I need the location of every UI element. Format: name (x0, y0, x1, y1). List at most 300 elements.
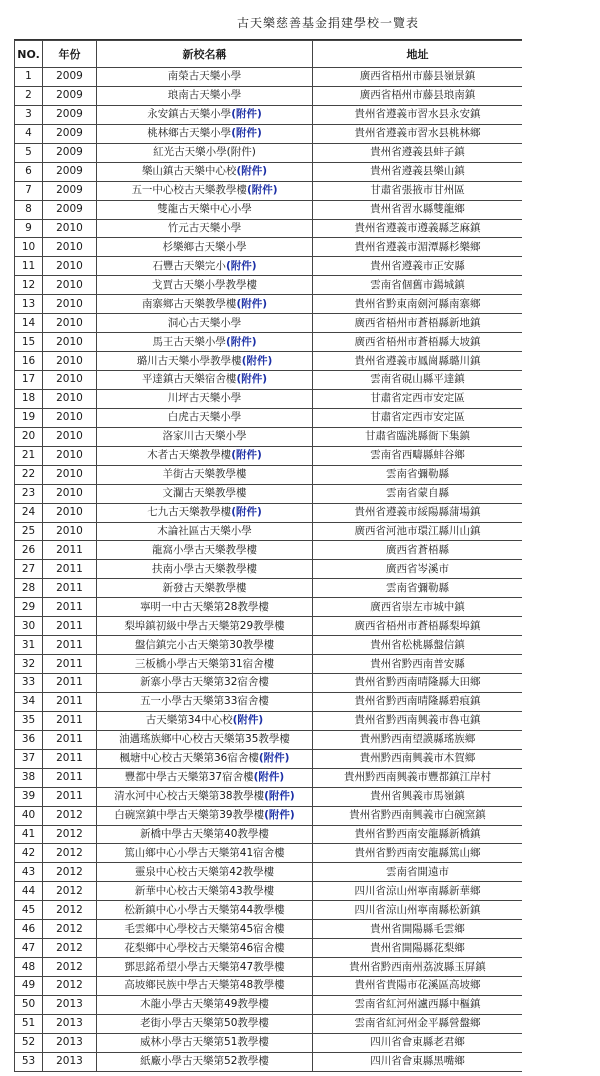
cell-year-text: 2010 (56, 297, 83, 310)
cell-year-text: 2009 (56, 89, 83, 102)
cell-name-text: 七九古天樂教學樓 (147, 506, 232, 519)
cell-year (43, 333, 97, 352)
cell-name-text: 竹元古天樂小學 (167, 221, 242, 234)
cell-name-text: 楓塘中心校古天樂第36宿舍樓 (119, 752, 259, 765)
cell-name (97, 655, 313, 674)
cell-no-text: 41 (21, 827, 36, 840)
cell-year-text: 2011 (56, 676, 83, 689)
cell-name-text: 石豐古天樂完小 (152, 259, 226, 272)
cell-name-text: 鄧思銘希望小學古天樂第47教學樓 (124, 960, 285, 973)
cell-no (15, 711, 43, 730)
cell-year-text: 2010 (56, 240, 83, 253)
cell-name (97, 617, 313, 636)
cell-no-text: 10 (21, 240, 36, 253)
cell-year (43, 446, 97, 465)
cell-address (313, 787, 523, 806)
cell-name-text: 平達鎮古天樂宿舍樓 (141, 373, 237, 386)
cell-year (43, 200, 97, 219)
cell-name-text: 新發古天樂教學樓 (162, 581, 247, 594)
cell-year-text: 2011 (56, 657, 83, 670)
attachment-link[interactable]: (附件) (246, 184, 278, 197)
cell-year-text: 2011 (56, 714, 83, 727)
cell-no (15, 560, 43, 579)
cell-year-text: 2012 (56, 827, 83, 840)
header-no: NO. (15, 41, 43, 68)
table-row (15, 522, 523, 541)
header-year: 年份 (43, 41, 97, 68)
cell-name-text: 南榮古天樂小學 (167, 70, 242, 83)
cell-name-text: 紅光古天樂小學(附件) (153, 146, 256, 159)
cell-name-text: 白碗窯鎮中學古天樂第39教學樓 (114, 809, 265, 822)
cell-name (97, 522, 313, 541)
cell-address (313, 882, 523, 901)
cell-no-text: 16 (21, 354, 36, 367)
cell-no-text: 47 (21, 941, 36, 954)
cell-year-text: 2012 (56, 846, 83, 859)
cell-name (97, 446, 313, 465)
cell-year-text: 2009 (56, 203, 83, 216)
cell-no (15, 920, 43, 939)
table-row (15, 446, 523, 465)
cell-no (15, 598, 43, 617)
cell-address-text: 貴州省遵義市正安縣 (370, 259, 465, 272)
cell-year (43, 314, 97, 333)
cell-year-text: 2011 (56, 733, 83, 746)
cell-name-text: 油邁瑤族鄉中心校古天樂第35教學樓 (119, 733, 290, 746)
cell-name (97, 105, 313, 124)
cell-address-text: 貴州省開陽縣毛雲鄉 (370, 922, 465, 935)
cell-year (43, 257, 97, 276)
cell-address-text: 雲南省開遠市 (386, 865, 449, 878)
cell-no (15, 86, 43, 105)
cell-name (97, 768, 313, 787)
cell-name (97, 598, 313, 617)
header-address: 地址 (313, 41, 523, 68)
cell-name (97, 958, 313, 977)
cell-address-text: 廣西省梧州市蒼梧縣梨埠鎮 (354, 619, 481, 632)
cell-year-text: 2011 (56, 581, 83, 594)
cell-name (97, 465, 313, 484)
cell-year-text: 2010 (56, 430, 83, 443)
cell-year-text: 2013 (56, 1036, 83, 1049)
cell-year (43, 882, 97, 901)
cell-address (313, 389, 523, 408)
cell-name-text: 紙廠小學古天樂第52教學樓 (140, 1055, 269, 1068)
cell-name-text: 杉樂鄉古天樂小學 (162, 240, 247, 253)
table-row (15, 939, 523, 958)
cell-year (43, 730, 97, 749)
cell-no (15, 352, 43, 371)
cell-year (43, 655, 97, 674)
cell-year (43, 162, 97, 181)
header-row (15, 41, 523, 68)
cell-name (97, 314, 313, 333)
cell-no-text: 21 (21, 449, 36, 462)
cell-year-text: 2009 (56, 70, 83, 83)
cell-no-text: 43 (21, 865, 36, 878)
cell-address (313, 636, 523, 655)
cell-year-text: 2010 (56, 411, 83, 424)
cell-name (97, 995, 313, 1014)
cell-no (15, 749, 43, 768)
cell-no (15, 1014, 43, 1033)
cell-no-text: 2 (25, 89, 32, 102)
cell-name (97, 579, 313, 598)
cell-name-text: 洞心古天樂小學 (167, 316, 242, 329)
cell-no-text: 31 (21, 638, 36, 651)
cell-name-text: 新橋中學古天樂第40教學樓 (140, 827, 269, 840)
cell-address-text: 貴州省黔西南安龍縣篤山鄉 (354, 846, 481, 859)
cell-address-text: 貴州省興義市馬嶺鎮 (370, 790, 465, 803)
cell-address (313, 276, 523, 295)
cell-name-text: 梨埠鎮初級中學古天樂第29教學樓 (124, 619, 285, 632)
cell-name (97, 352, 313, 371)
cell-address (313, 465, 523, 484)
cell-address (313, 958, 523, 977)
cell-address-text: 貴州省遵義市遵義縣芝麻鎮 (354, 221, 481, 234)
cell-name (97, 257, 313, 276)
cell-name (97, 427, 313, 446)
cell-address (313, 105, 523, 124)
cell-address-text: 甘肅省定西市安定區 (370, 392, 465, 405)
cell-name (97, 1014, 313, 1033)
cell-year-text: 2010 (56, 487, 83, 500)
cell-year (43, 427, 97, 446)
cell-address (313, 1052, 523, 1071)
cell-year (43, 522, 97, 541)
table-row (15, 901, 523, 920)
cell-no-text: 14 (21, 316, 36, 329)
cell-name (97, 674, 313, 693)
table-row (15, 86, 523, 105)
cell-no (15, 844, 43, 863)
cell-year (43, 560, 97, 579)
table-row (15, 674, 523, 693)
cell-no-text: 18 (21, 392, 36, 405)
cell-no-text: 12 (21, 278, 36, 291)
cell-no-text: 46 (21, 922, 36, 935)
cell-no (15, 636, 43, 655)
cell-year-text: 2012 (56, 903, 83, 916)
table-row (15, 200, 523, 219)
attachment-link[interactable]: (附件) (225, 259, 257, 272)
cell-year-text: 2013 (56, 998, 83, 1011)
cell-no-text: 25 (21, 524, 36, 537)
cell-address (313, 1014, 523, 1033)
cell-year (43, 143, 97, 162)
school-list-sheet (14, 6, 522, 1072)
cell-year-text: 2010 (56, 316, 83, 329)
cell-address-text: 雲南省蒙自縣 (386, 487, 449, 500)
table-row (15, 352, 523, 371)
cell-name (97, 162, 313, 181)
table-row (15, 579, 523, 598)
cell-name (97, 920, 313, 939)
cell-year (43, 825, 97, 844)
cell-address (313, 598, 523, 617)
attachment-link[interactable]: (附件) (225, 335, 257, 348)
cell-no-text: 8 (25, 203, 32, 216)
cell-year (43, 617, 97, 636)
cell-name-text: 南寨鄉古天樂教學樓 (141, 297, 237, 310)
cell-name-text: 寧明一中古天樂第28教學樓 (140, 600, 269, 613)
cell-no-text: 15 (21, 335, 36, 348)
cell-address-text: 廣西省蒼梧縣 (386, 543, 449, 556)
cell-name-text: 琅南古天樂小學 (167, 89, 242, 102)
table-row (15, 314, 523, 333)
cell-address (313, 124, 523, 143)
cell-no (15, 68, 43, 87)
cell-year (43, 958, 97, 977)
cell-address (313, 219, 523, 238)
cell-year-text: 2012 (56, 809, 83, 822)
cell-no (15, 446, 43, 465)
cell-address-text: 貴州省遵義市湄潭縣杉樂鄉 (354, 240, 481, 253)
cell-address (313, 617, 523, 636)
table-row (15, 389, 523, 408)
cell-name-text: 古天樂第34中心校 (145, 714, 233, 727)
cell-address (313, 901, 523, 920)
cell-no-text: 37 (21, 752, 36, 765)
cell-address-text: 貴州省遵義市習水县永安鎮 (354, 108, 481, 121)
cell-address-text: 貴州省黔西南興義市魯屯鎮 (354, 714, 481, 727)
cell-year (43, 787, 97, 806)
cell-year-text: 2010 (56, 524, 83, 537)
cell-address (313, 333, 523, 352)
cell-address (313, 977, 523, 996)
cell-name-text: 扶南小學古天樂教學樓 (152, 562, 257, 575)
table-row (15, 371, 523, 390)
cell-address (313, 1033, 523, 1052)
attachment-link[interactable]: (附件) (236, 297, 268, 310)
cell-address-text: 貴州省遵義县蚌子鎮 (370, 146, 465, 159)
cell-name (97, 1052, 313, 1071)
cell-year (43, 124, 97, 143)
cell-name (97, 977, 313, 996)
attachment-link[interactable]: (附件) (258, 752, 290, 765)
cell-no-text: 22 (21, 468, 36, 481)
cell-no-text: 4 (25, 127, 32, 140)
attachment-link[interactable]: (附件) (232, 714, 264, 727)
cell-name-text: 高坡鄉民族中學古天樂第48教學樓 (124, 979, 285, 992)
cell-no (15, 389, 43, 408)
attachment-link[interactable]: (附件) (231, 506, 262, 519)
cell-address-text: 貴州省黔西南興義市白碗窯鎮 (349, 809, 486, 822)
cell-year-text: 2010 (56, 449, 83, 462)
cell-address-text: 雲南省紅河州瀘西縣中樞鎮 (354, 998, 481, 1011)
cell-name (97, 200, 313, 219)
cell-no-text: 6 (25, 165, 32, 178)
cell-address-text: 貴州省黔東南劍河縣南寨鄉 (354, 297, 481, 310)
table-row (15, 1052, 523, 1071)
cell-no-text: 35 (21, 714, 36, 727)
cell-year-text: 2009 (56, 165, 83, 178)
cell-year (43, 920, 97, 939)
cell-name-text: 威林小學古天樂第51教學樓 (140, 1036, 269, 1049)
cell-address (313, 314, 523, 333)
cell-address-text: 貴州黔西南望謨縣瑤族鄉 (359, 733, 476, 746)
cell-address (313, 86, 523, 105)
table-row (15, 730, 523, 749)
cell-no-text: 3 (25, 108, 32, 121)
cell-year (43, 939, 97, 958)
cell-year (43, 86, 97, 105)
table-row (15, 124, 523, 143)
cell-no-text: 50 (21, 998, 36, 1011)
cell-name-text: 雙龍古天樂中心小學 (157, 203, 252, 216)
table-row (15, 427, 523, 446)
cell-no (15, 1033, 43, 1052)
cell-no-text: 48 (21, 960, 36, 973)
cell-name (97, 636, 313, 655)
cell-address (313, 579, 523, 598)
cell-year-text: 2012 (56, 960, 83, 973)
cell-no-text: 17 (21, 373, 36, 386)
cell-address (313, 844, 523, 863)
cell-address (313, 295, 523, 314)
cell-name (97, 333, 313, 352)
cell-name (97, 787, 313, 806)
cell-name (97, 711, 313, 730)
cell-address (313, 711, 523, 730)
cell-year-text: 2010 (56, 373, 83, 386)
cell-name (97, 844, 313, 863)
cell-no (15, 579, 43, 598)
table-row (15, 749, 523, 768)
cell-no (15, 295, 43, 314)
cell-address (313, 257, 523, 276)
cell-address (313, 427, 523, 446)
cell-name (97, 541, 313, 560)
table-body (15, 68, 523, 1072)
cell-no-text: 27 (21, 562, 36, 575)
cell-no (15, 427, 43, 446)
table-row (15, 560, 523, 579)
table-row (15, 977, 523, 996)
cell-year-text: 2009 (56, 127, 83, 140)
table-row (15, 863, 523, 882)
cell-no (15, 522, 43, 541)
cell-name (97, 143, 313, 162)
cell-no (15, 1052, 43, 1071)
cell-no (15, 730, 43, 749)
cell-address (313, 522, 523, 541)
cell-no-text: 49 (21, 979, 36, 992)
cell-address-text: 貴州省黔西南州荔波縣玉屏鎮 (349, 960, 486, 973)
cell-no-text: 38 (21, 771, 36, 784)
cell-address (313, 768, 523, 787)
cell-name (97, 692, 313, 711)
table-row (15, 655, 523, 674)
cell-name (97, 371, 313, 390)
table-row (15, 882, 523, 901)
cell-no-text: 23 (21, 487, 36, 500)
attachment-link[interactable]: (附件) (264, 790, 295, 803)
cell-name-text: 五一小學古天樂第33宿舍樓 (140, 695, 269, 708)
cell-address (313, 806, 523, 825)
cell-no (15, 995, 43, 1014)
cell-no (15, 124, 43, 143)
cell-no-text: 40 (21, 809, 36, 822)
cell-year (43, 863, 97, 882)
table-row (15, 105, 523, 124)
cell-name (97, 86, 313, 105)
cell-address (313, 692, 523, 711)
cell-name-text: 永安鎮古天樂小學 (147, 108, 232, 121)
cell-name (97, 219, 313, 238)
table-row (15, 181, 523, 200)
cell-no (15, 768, 43, 787)
cell-address-text: 四川省會東縣老君鄉 (370, 1036, 465, 1049)
attachment-link[interactable]: (附件) (236, 165, 268, 178)
cell-year (43, 977, 97, 996)
cell-address-text: 貴州省黔西南晴隆縣碧痕鎮 (354, 695, 481, 708)
table-row (15, 162, 523, 181)
cell-no-text: 13 (21, 297, 36, 310)
cell-name-text: 新寨小學古天樂第32宿舍樓 (140, 676, 269, 689)
cell-address-text: 廣西省崇左市城中鎮 (370, 600, 465, 613)
attachment-link[interactable]: (附件) (231, 108, 262, 121)
table-row (15, 958, 523, 977)
cell-no (15, 655, 43, 674)
cell-year (43, 389, 97, 408)
cell-year (43, 711, 97, 730)
cell-no-text: 52 (21, 1036, 36, 1049)
attachment-link[interactable]: (附件) (236, 373, 268, 386)
table-row (15, 484, 523, 503)
cell-no (15, 617, 43, 636)
cell-year (43, 371, 97, 390)
cell-name-text: 川坪古天樂小學 (167, 392, 242, 405)
cell-name (97, 389, 313, 408)
cell-no (15, 484, 43, 503)
table-row (15, 787, 523, 806)
cell-no (15, 143, 43, 162)
attachment-link[interactable]: (附件) (253, 771, 285, 784)
attachment-link[interactable]: (附件) (231, 127, 262, 140)
cell-year (43, 995, 97, 1014)
cell-year (43, 238, 97, 257)
attachment-link[interactable]: (附件) (241, 354, 273, 367)
cell-address-text: 廣西省梧州市蒼梧縣新地鎮 (354, 316, 481, 329)
cell-year-text: 2010 (56, 221, 83, 234)
table-row (15, 598, 523, 617)
cell-name (97, 560, 313, 579)
cell-year (43, 1052, 97, 1071)
cell-address-text: 雲南省個舊市鍚城鎮 (370, 278, 465, 291)
cell-year (43, 768, 97, 787)
cell-name (97, 939, 313, 958)
cell-address (313, 674, 523, 693)
cell-year (43, 674, 97, 693)
cell-address-text: 貴州省松桃縣盤信鎮 (370, 638, 465, 651)
cell-year (43, 844, 97, 863)
cell-address-text: 貴州省遵義市綏陽縣蒲場鎮 (354, 506, 481, 519)
attachment-link[interactable]: (附件) (264, 809, 295, 822)
cell-year-text: 2011 (56, 600, 83, 613)
cell-address (313, 200, 523, 219)
cell-year (43, 541, 97, 560)
cell-name-text: 清水河中心校古天樂第38教學樓 (114, 790, 265, 803)
cell-name-text: 璐川古天樂小學教學樓 (136, 354, 242, 367)
cell-year-text: 2012 (56, 941, 83, 954)
cell-year-text: 2011 (56, 562, 83, 575)
attachment-link[interactable]: (附件) (231, 449, 262, 462)
cell-address (313, 939, 523, 958)
cell-address (313, 68, 523, 87)
table-row (15, 219, 523, 238)
cell-no-text: 53 (21, 1055, 36, 1068)
